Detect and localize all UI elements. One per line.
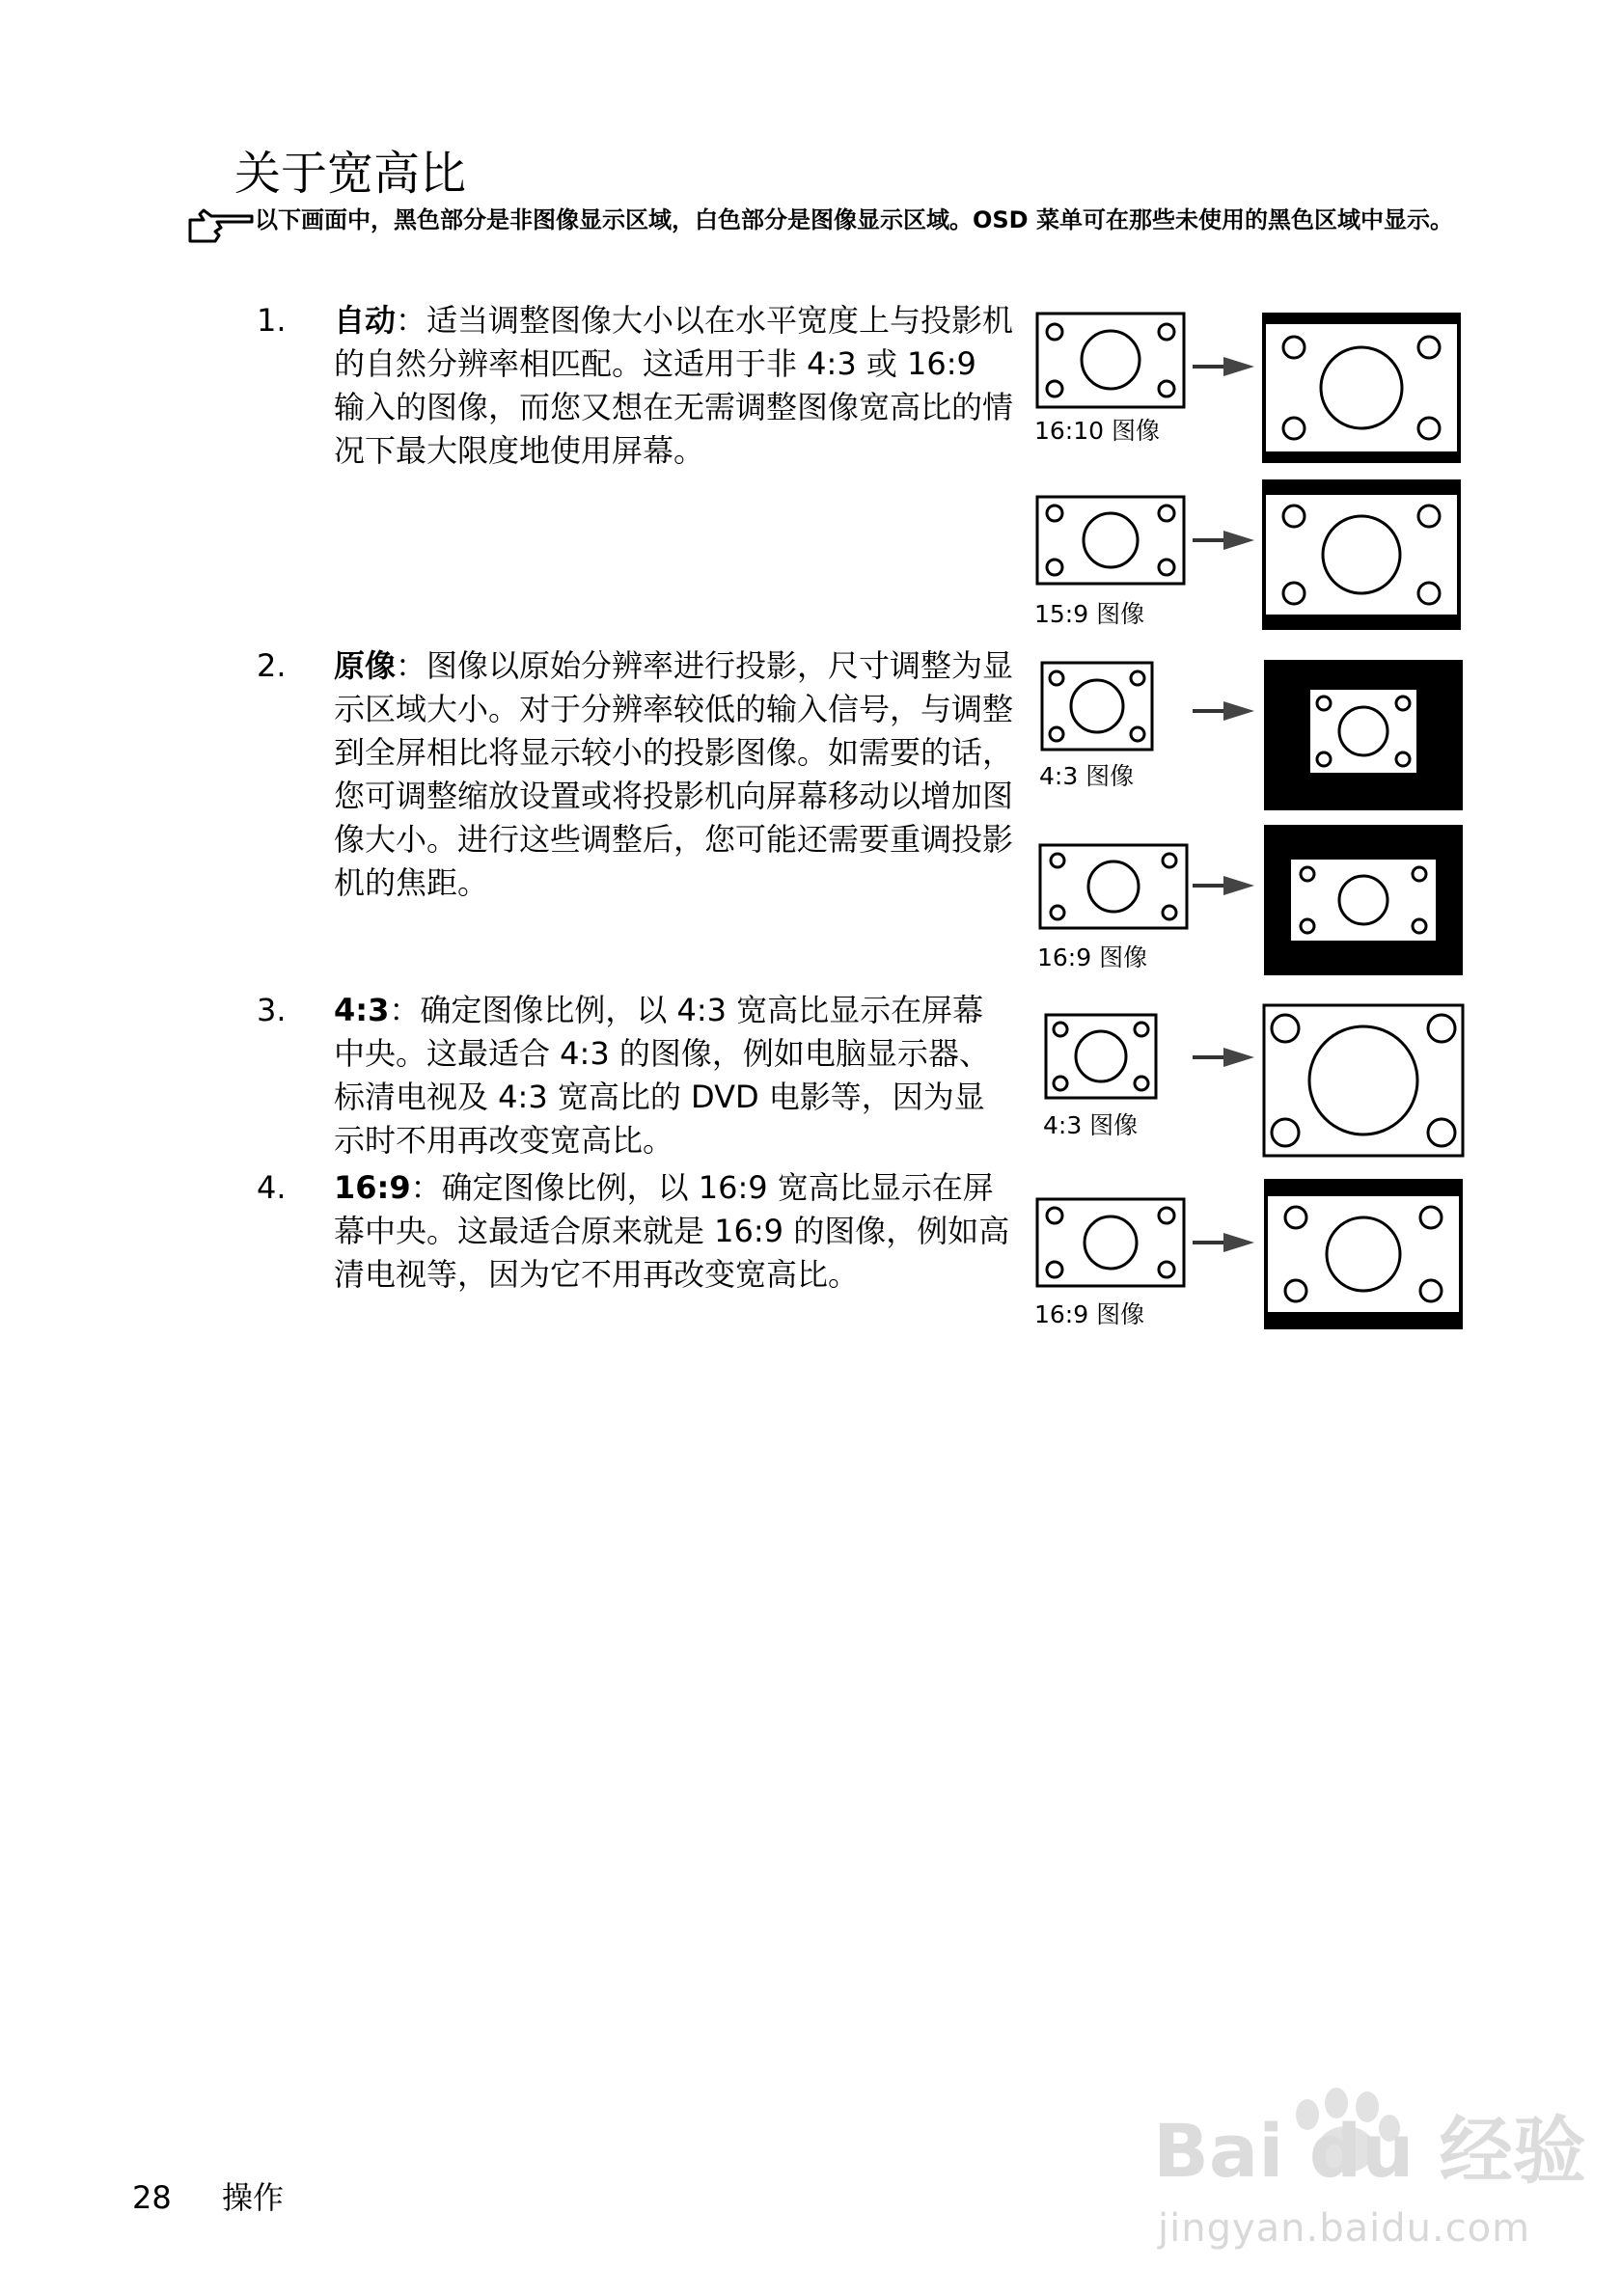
arrow-icon (1189, 697, 1256, 725)
source-image-4-3 (1043, 1011, 1159, 1103)
item-number: 2. (257, 647, 287, 684)
arrow-icon (1189, 871, 1256, 900)
section-name: 操作 (222, 2179, 285, 2216)
source-image-16-10 (1034, 309, 1189, 415)
figure-caption: 16:10 图像 (1034, 417, 1160, 445)
watermark-url: jingyan.baidu.com (1158, 2206, 1531, 2251)
item-native (334, 644, 1014, 905)
item-body: ：适当调整图像大小以在水平宽度上与投影机的自然分辨率相匹配。这适用于非 4:3 或 16:9 输入的图像，而您又想在无需调整图像宽高比的情况下最大限度地使用屏幕。 (334, 302, 1014, 469)
item-heading: 16:9 (334, 1169, 411, 1206)
source-image-15-9 (1034, 492, 1189, 588)
item-16-9 (334, 1166, 1014, 1297)
item-number: 3. (257, 992, 287, 1028)
page-title: 关于宽高比 (234, 147, 467, 201)
item-heading: 原像 (334, 647, 397, 684)
figure-caption: 16:9 图像 (1037, 943, 1148, 971)
item-auto (334, 299, 1014, 473)
source-image-16-9 (1037, 841, 1192, 933)
arrow-icon (1189, 526, 1256, 555)
item-heading: 4:3 (334, 992, 390, 1028)
note-text: 以下画面中，黑色部分是非图像显示区域，白色部分是图像显示区域。OSD 菜单可在那些未使用的黑色区域中显示。 (255, 206, 1453, 233)
screen-4-3 (1262, 1003, 1465, 1158)
figure-caption: 15:9 图像 (1034, 600, 1145, 628)
screen-16-9 (1262, 1177, 1465, 1331)
page-number: 28 (132, 2179, 172, 2216)
item-number: 1. (257, 302, 287, 339)
source-image-16-9 (1034, 1194, 1189, 1291)
screen-native-4-3 (1262, 658, 1465, 812)
item-4-3 (334, 989, 1014, 1162)
item-body: ：确定图像比例，以 16:9 宽高比显示在屏幕中央。这最适合原来就是 16:9 的图像，例如高清电视等，因为它不用再改变宽高比。 (334, 1169, 1010, 1293)
source-image-4-3 (1039, 659, 1155, 755)
screen-native-16-9 (1262, 823, 1465, 977)
screen-auto-16-10 (1260, 311, 1463, 465)
arrow-icon (1189, 352, 1256, 381)
figure-caption: 16:9 图像 (1034, 1300, 1145, 1328)
item-body: ：确定图像比例，以 4:3 宽高比显示在屏幕中央。这最适合 4:3 的图像，例如电脑显示器、标清电视及 4:3 宽高比的 DVD 电影等，因为显示时不用再改变宽高比。 (334, 992, 990, 1159)
figure-caption: 4:3 图像 (1043, 1111, 1139, 1139)
figure-caption: 4:3 图像 (1039, 762, 1135, 790)
arrow-icon (1189, 1043, 1256, 1072)
item-body: ：图像以原始分辨率进行投影，尺寸调整为显示区域大小。对于分辨率较低的输入信号，与调整到全屏相比将显示较小的投影图像。如需要的话，您可调整缩放设置或将投影机向屏幕移动以增加图像大小。进行这些调整后，您可能还需要重调投影机的焦距。 (334, 647, 1014, 901)
item-heading: 自动 (334, 302, 397, 339)
pointing-hand-icon (186, 206, 256, 245)
watermark-brand: Bai du 经验 (1153, 2108, 1586, 2194)
item-number: 4. (257, 1169, 287, 1206)
arrow-icon (1189, 1228, 1256, 1257)
screen-auto-15-9 (1260, 478, 1463, 632)
